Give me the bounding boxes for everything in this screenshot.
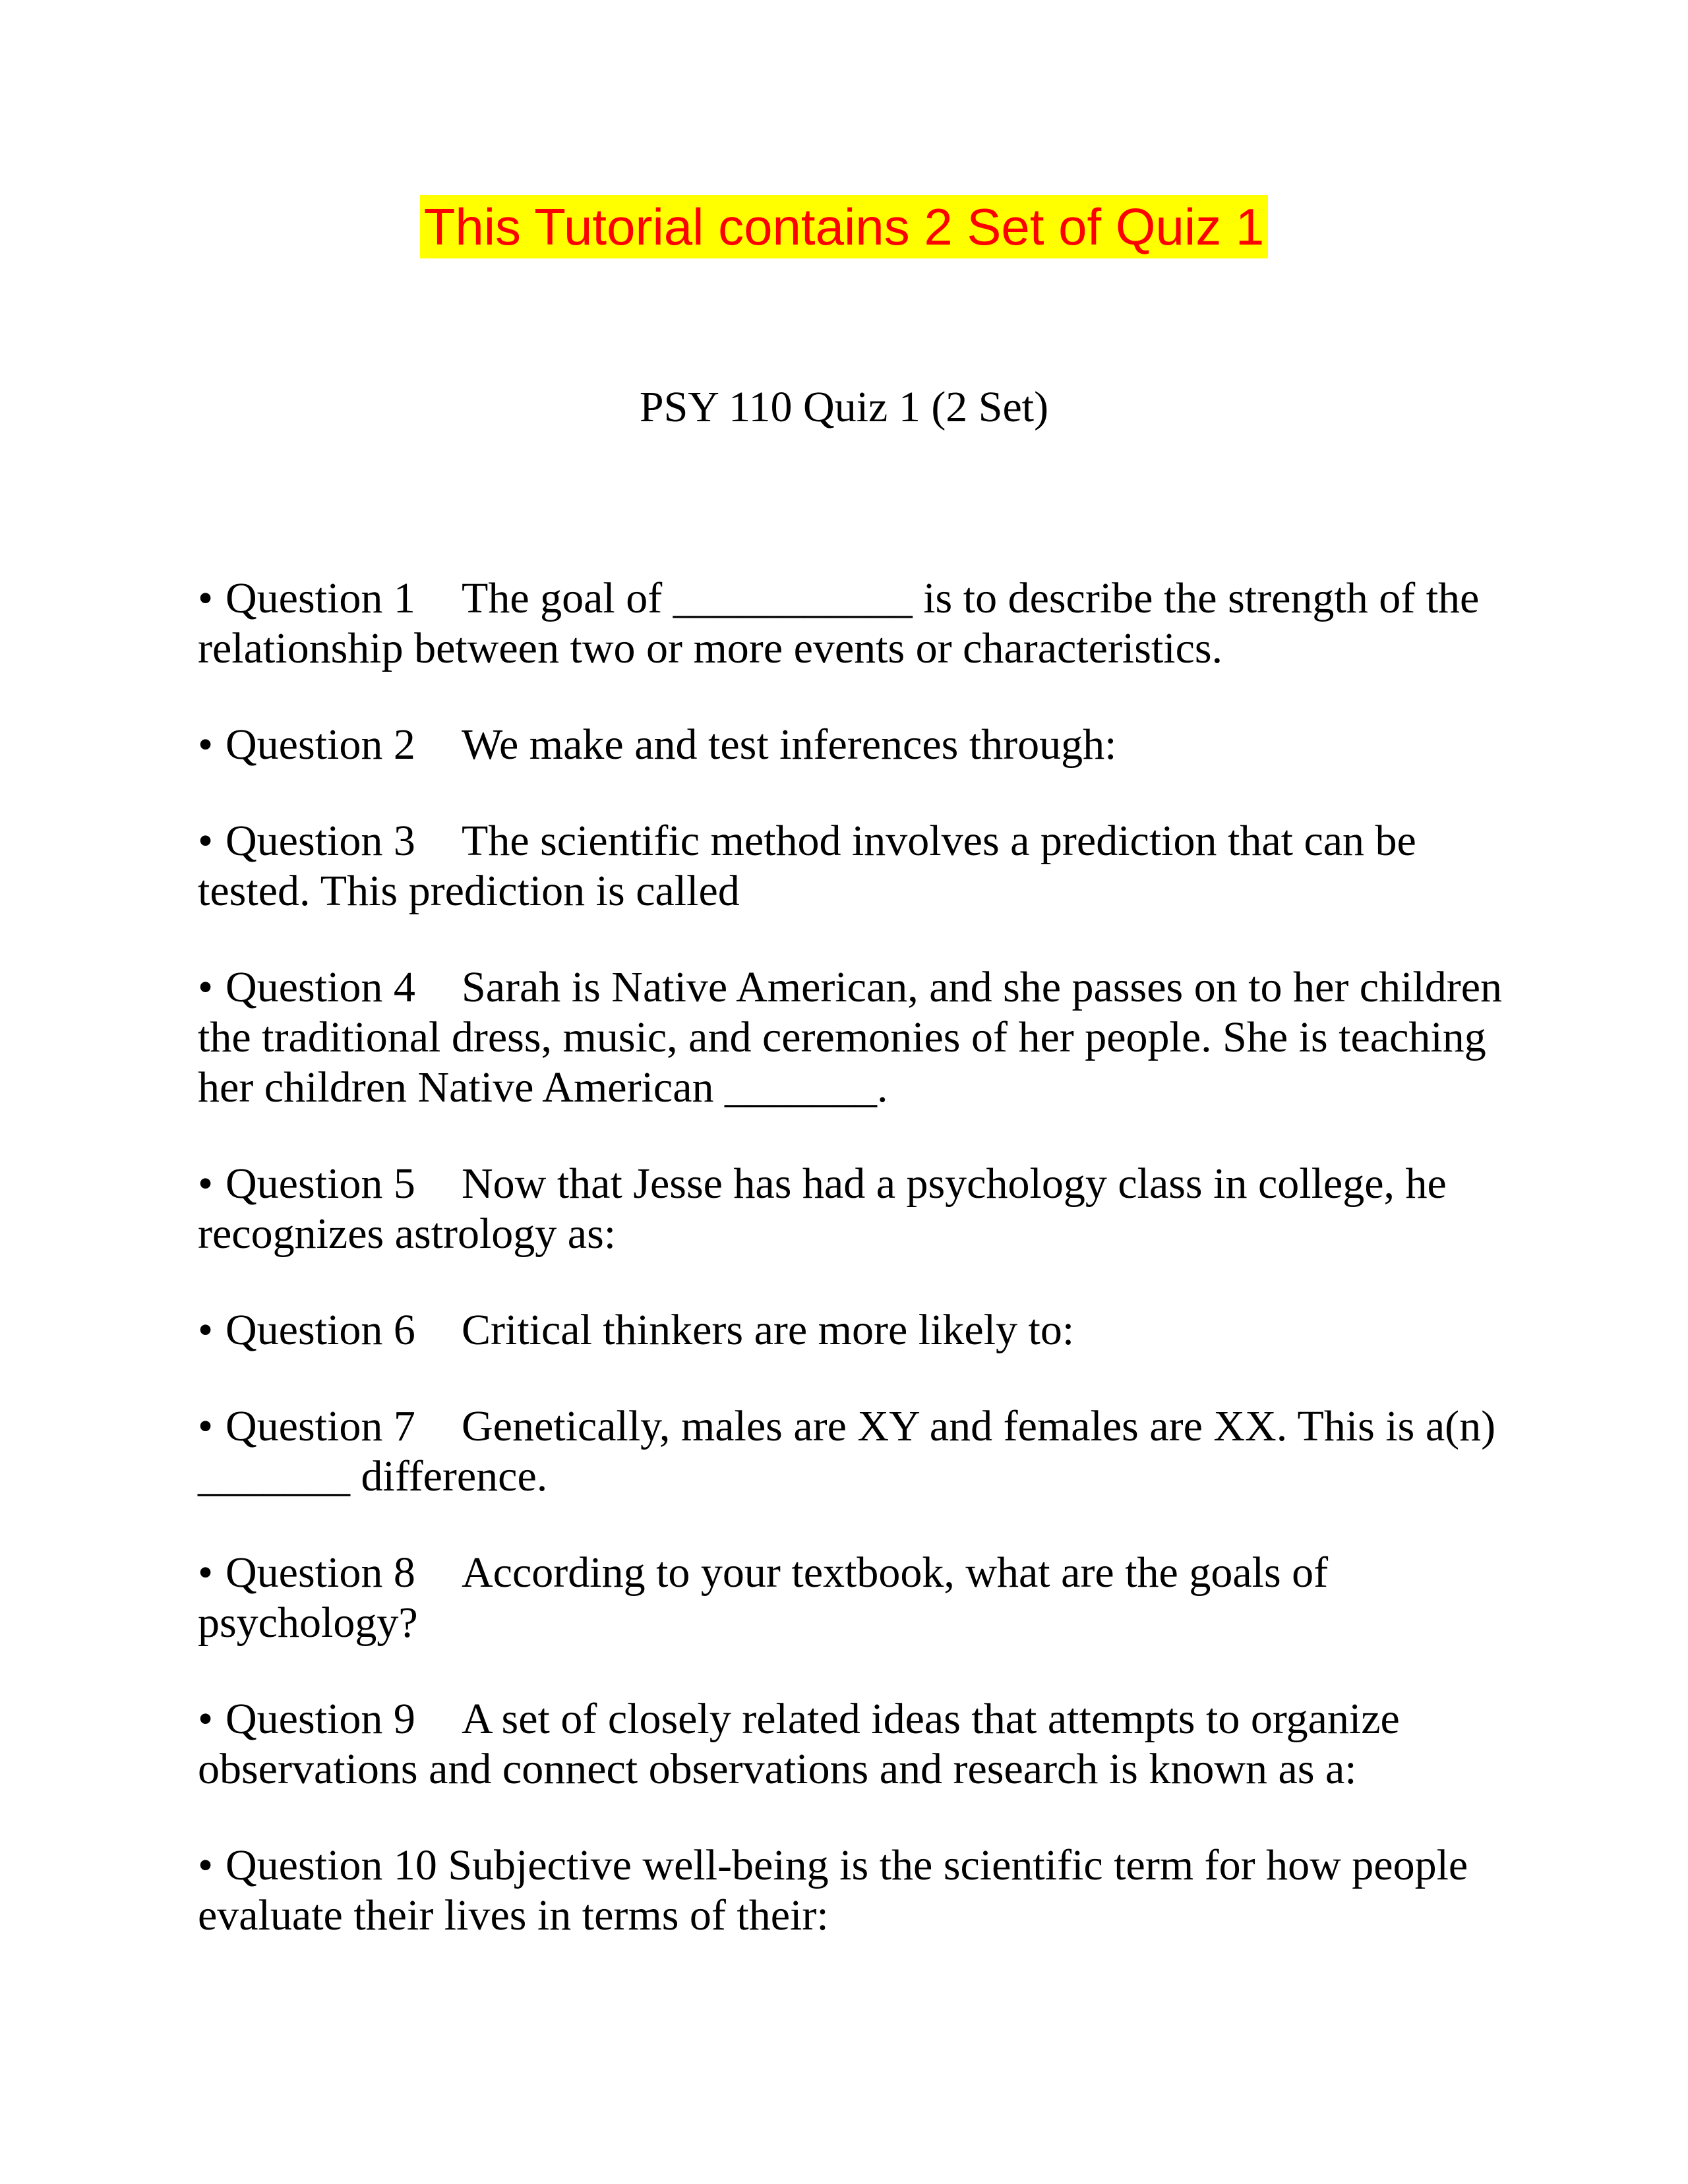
question-text: According to your textbook, what are the goals of psychology? — [198, 1549, 1329, 1647]
question-label: Question 7 — [226, 1402, 415, 1450]
question-item-9 — [198, 1694, 1510, 1794]
question-label: Question 3 — [226, 817, 415, 865]
question-text: The goal of ___________ is to describe the strength of the relationship between two or more events or characteristics. — [198, 574, 1480, 672]
question-text: The scientific method involves a prediction that can be tested. This prediction is called — [198, 817, 1416, 915]
question-text: Subjective well-being is the scientific term for how people evaluate their lives in terms of their: — [198, 1841, 1468, 1939]
bullet-icon: • — [198, 817, 214, 865]
document-title: PSY 110 Quiz 1 (2 Set) — [639, 383, 1049, 431]
question-label: Question 2 — [226, 721, 415, 769]
bullet-icon: • — [198, 1306, 214, 1354]
bullet-icon: • — [198, 1160, 214, 1208]
question-text: We make and test inferences through: — [462, 721, 1117, 769]
question-item-2 — [198, 720, 1510, 770]
question-text: Genetically, males are XY and females are XX. This is a(n) _______ difference. — [198, 1402, 1496, 1500]
question-label: Question 5 — [226, 1160, 415, 1208]
banner-container — [0, 195, 1688, 258]
question-label: Question 10 — [226, 1841, 437, 1889]
question-item-10 — [198, 1841, 1510, 1941]
tutorial-banner: This Tutorial contains 2 Set of Quiz 1 — [420, 195, 1269, 258]
question-item-1 — [198, 574, 1510, 674]
question-list — [198, 574, 1510, 1987]
question-label: Question 4 — [226, 963, 415, 1011]
question-item-7 — [198, 1402, 1510, 1502]
bullet-icon: • — [198, 1695, 214, 1743]
bullet-icon: • — [198, 574, 214, 622]
bullet-icon: • — [198, 1549, 214, 1597]
question-text: A set of closely related ideas that attempts to organize observations and connect observations and research is known as a: — [198, 1695, 1400, 1793]
bullet-icon: • — [198, 721, 214, 769]
question-text: Sarah is Native American, and she passes on to her children the traditional dress, music, and ceremonies of her people. She is teaching her children Native American _______. — [198, 963, 1503, 1111]
bullet-icon: • — [198, 1402, 214, 1450]
question-label: Question 6 — [226, 1306, 415, 1354]
bullet-icon: • — [198, 1841, 214, 1889]
question-item-6 — [198, 1305, 1510, 1355]
question-item-8 — [198, 1548, 1510, 1648]
question-label: Question 9 — [226, 1695, 415, 1743]
question-item-4 — [198, 962, 1510, 1113]
question-label: Question 8 — [226, 1549, 415, 1597]
question-label: Question 1 — [226, 574, 415, 622]
question-item-3 — [198, 816, 1510, 916]
question-text: Now that Jesse has had a psychology class in college, he recognizes astrology as: — [198, 1160, 1447, 1258]
question-item-5 — [198, 1159, 1510, 1259]
question-text: Critical thinkers are more likely to: — [462, 1306, 1075, 1354]
bullet-icon: • — [198, 963, 214, 1011]
